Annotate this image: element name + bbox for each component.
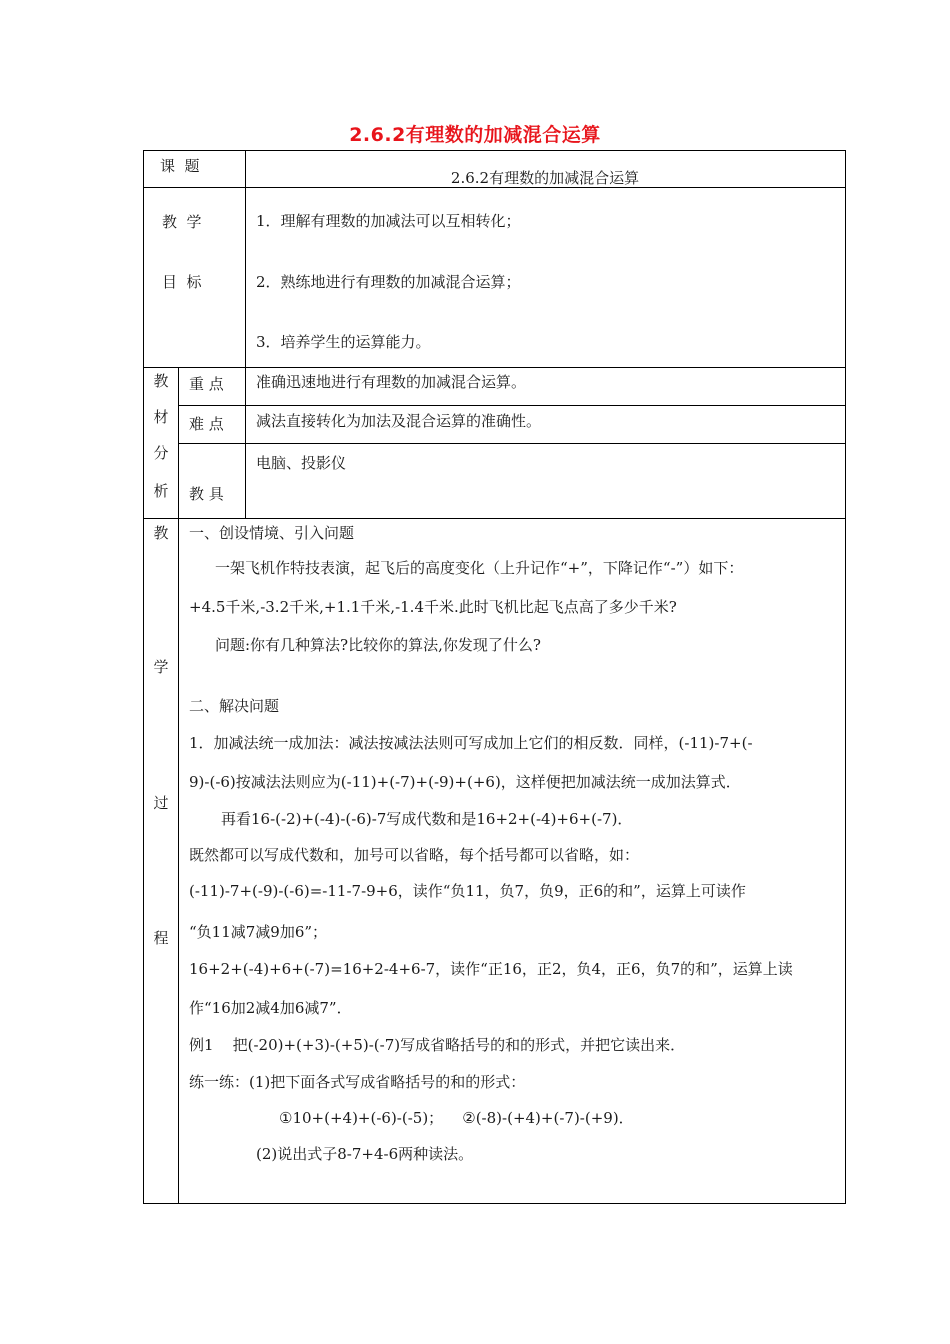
process-side-char: 学 bbox=[153, 658, 169, 676]
key-point-label: 重 点 bbox=[189, 375, 224, 393]
body-text: 16+2+(-4)+6+(-7)=16+2-4+6-7，读作“正16，正2，负4，正6，负7的和”，运算上读 bbox=[189, 960, 793, 978]
difficult-point-value: 减法直接转化为加法及混合运算的准确性。 bbox=[256, 412, 542, 430]
header-label: 课 题 bbox=[160, 157, 200, 175]
body-text: 9)-(-6)按减法法则应为(-11)+(-7)+(-9)+(+6)，这样便把加减法统一成加法算式． bbox=[189, 773, 741, 791]
analysis-side-char: 析 bbox=[153, 482, 169, 500]
exercise-item: (2)说出式子8-7+4-6两种读法。 bbox=[256, 1145, 474, 1163]
objectives-label-1: 教 学 bbox=[162, 213, 202, 231]
body-text: 1．加减法统一成加法：减法按减法法则可写成加上它们的相反数．同样，(-11)-7+(- bbox=[189, 734, 753, 752]
objective-item: 1．理解有理数的加减法可以互相转化； bbox=[256, 212, 521, 230]
section-heading: 二、解决问题 bbox=[189, 697, 280, 715]
exercise-text: 练一练：(1)把下面各式写成省略括号的和的形式： bbox=[189, 1073, 526, 1091]
analysis-side-char: 材 bbox=[153, 408, 169, 426]
section-heading: 一、创设情境、引入问题 bbox=[189, 524, 355, 542]
body-text: 一架飞机作特技表演，起飞后的高度变化（上升记作“+”，下降记作“-”）如下： bbox=[215, 559, 744, 577]
document-title: 2.6.2有理数的加减混合运算 bbox=[349, 124, 601, 146]
body-text: (-11)-7+(-9)-(-6)=-11-7-9+6，读作“负11，负7，负9，正6的和”，运算上可读作 bbox=[189, 882, 746, 900]
objective-item: 2．熟练地进行有理数的加减混合运算； bbox=[256, 273, 521, 291]
key-point-value: 准确迅速地进行有理数的加减混合运算。 bbox=[256, 373, 527, 391]
analysis-side-char: 教 bbox=[153, 372, 169, 390]
body-text: 既然都可以写成代数和，加号可以省略，每个括号都可以省略，如： bbox=[189, 846, 640, 864]
body-text: 再看16-(-2)+(-4)-(-6)-7写成代数和是16+2+(-4)+6+(-7)． bbox=[221, 810, 633, 828]
objective-item: 3．培养学生的运算能力。 bbox=[256, 333, 431, 351]
body-text: 作“16加2减4加6减7”． bbox=[189, 999, 352, 1017]
analysis-side-char: 分 bbox=[153, 444, 169, 462]
body-text: “负11减7减9加6”； bbox=[189, 923, 328, 941]
process-side-char: 过 bbox=[153, 794, 169, 812]
header-value: 2.6.2有理数的加减混合运算 bbox=[450, 169, 640, 187]
body-text: +4.5千米,-3.2千米,+1.1千米,-1.4千米.此时飞机比起飞点高了多少千米? bbox=[189, 598, 677, 616]
process-side-char: 程 bbox=[153, 929, 169, 947]
process-side-char: 教 bbox=[153, 524, 169, 542]
exercise-item: ①10+(+4)+(-6)-(-5)； ②(-8)-(+4)+(-7)-(+9)． bbox=[279, 1109, 634, 1127]
example-text: 例1 把(-20)+(+3)-(+5)-(-7)写成省略括号的和的形式，并把它读出来． bbox=[189, 1036, 686, 1054]
objectives-label-2: 目 标 bbox=[162, 273, 202, 291]
tools-value: 电脑、投影仪 bbox=[256, 454, 347, 472]
body-text: 问题:你有几种算法?比较你的算法,你发现了什么? bbox=[215, 636, 541, 654]
difficult-point-label: 难 点 bbox=[189, 415, 224, 433]
tools-label: 教 具 bbox=[189, 485, 224, 503]
